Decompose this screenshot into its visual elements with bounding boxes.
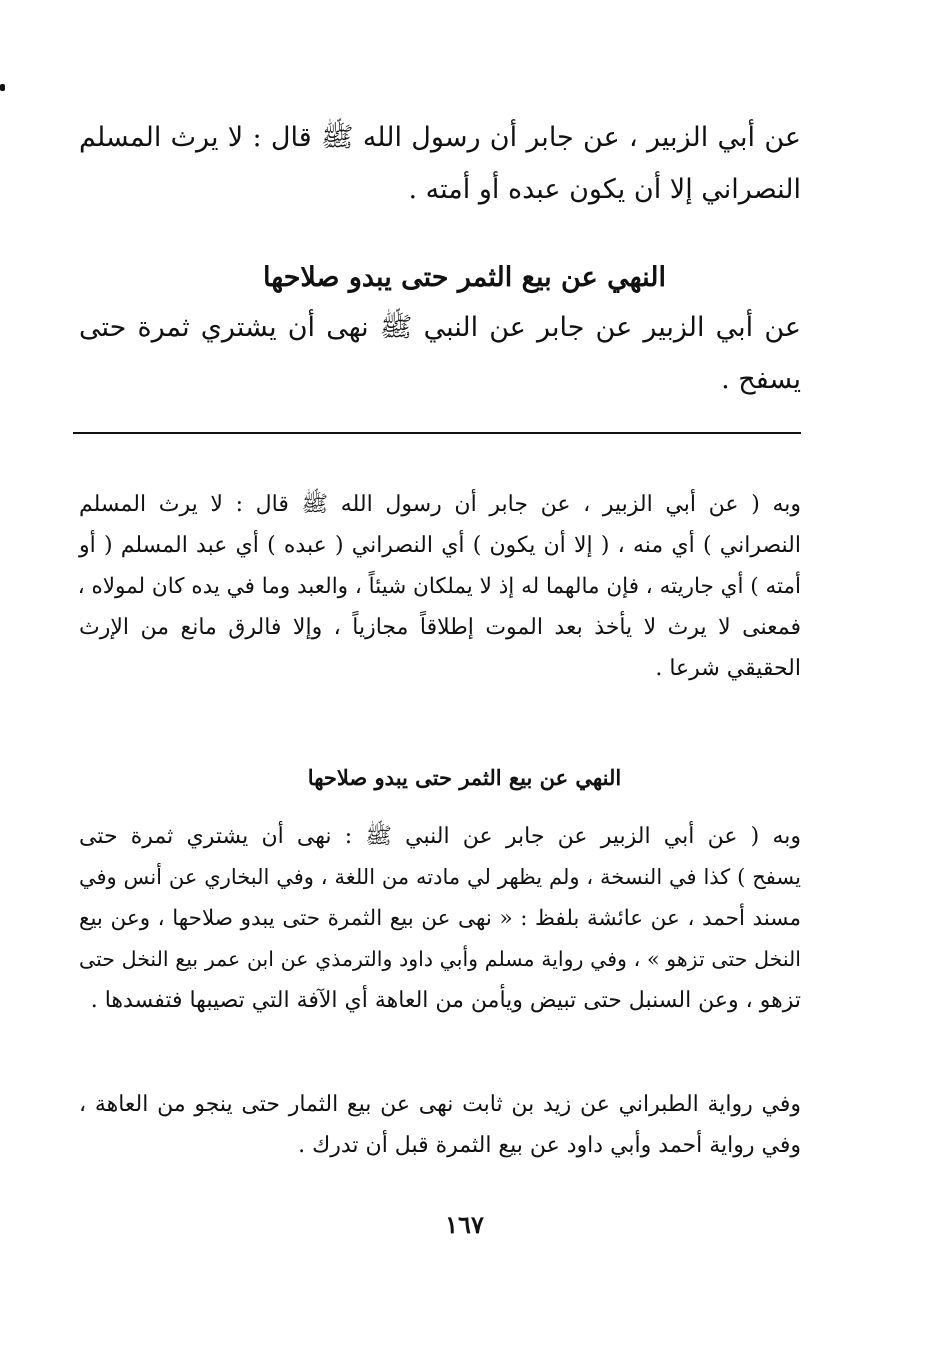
text-line: النخل حتى تزهو » ، وفي رواية مسلم وأبي داود والترمذي عن ابن عمر بيع النخل حتى bbox=[79, 947, 801, 971]
text-line: وفي رواية أحمد وأبي داود عن بيع الثمرة قبل أن تدرك . bbox=[298, 1133, 801, 1158]
section-divider bbox=[73, 432, 801, 434]
commentary-paragraph-2 bbox=[79, 816, 801, 1021]
text-line: فمعنى لا يرث لا يأخذ بعد الموت إطلاقاً مجازياً ، وإلا فالرق مانع من الإرث bbox=[79, 615, 801, 640]
text-line: وبه ( عن أبي الزبير ، عن جابر أن رسول الله ﷺ قال : لا يرث المسلم bbox=[79, 492, 801, 517]
text-line: الحقيقي شرعا . bbox=[655, 656, 801, 681]
text-line: تزهو ، وعن السنبل حتى تبيض ويأمن من العاهة أي الآفة التي تصيبها فتفسدها . bbox=[90, 988, 801, 1013]
text-line: وفي رواية الطبراني عن زيد بن ثابت نهى عن بيع الثمار حتى ينجو من العاهة ، bbox=[79, 1092, 801, 1117]
margin-mark bbox=[0, 84, 5, 91]
page-number: ١٦٧ bbox=[445, 1210, 484, 1239]
text-line: وبه ( عن أبي الزبير عن جابر عن النبي ﷺ : نهى أن يشتري ثمرة حتى bbox=[79, 824, 801, 849]
text-line: يسفح ) كذا في النسخة ، ولم يظهر لي مادته من اللغة ، وفي البخاري عن أنس وفي bbox=[79, 865, 801, 889]
text-line: النصراني ) أي منه ، ( إلا أن يكون ) أي النصراني ( عبده ) أي عبد المسلم ( أو bbox=[79, 533, 801, 558]
main-heading: النهي عن بيع الثمر حتى يبدو صلاحها bbox=[263, 262, 666, 293]
text-line: يسفح . bbox=[721, 364, 801, 395]
text-line: مسند أحمد ، عن عائشة بلفظ : « نهى عن بيع الثمرة حتى يبدو صلاحها ، وعن بيع bbox=[79, 906, 801, 931]
text-line: النصراني إلا أن يكون عبده أو أمته . bbox=[408, 174, 801, 205]
commentary-heading: النهي عن بيع الثمر حتى يبدو صلاحها bbox=[307, 765, 622, 790]
commentary-paragraph-3 bbox=[79, 1084, 801, 1166]
main-paragraph-2 bbox=[79, 302, 801, 406]
commentary-paragraph-1 bbox=[79, 484, 801, 689]
text-line: أمته ) أي جاريته ، فإن مالهما له إذ لا يملكان شيئاً ، والعبد وما في يده كان لمولاه ، bbox=[77, 574, 801, 599]
main-paragraph-1 bbox=[79, 112, 801, 216]
text-line: عن أبي الزبير ، عن جابر أن رسول الله ﷺ قال : لا يرث المسلم bbox=[79, 122, 801, 153]
text-line: عن أبي الزبير عن جابر عن النبي ﷺ نهى أن يشتري ثمرة حتى bbox=[79, 312, 801, 343]
